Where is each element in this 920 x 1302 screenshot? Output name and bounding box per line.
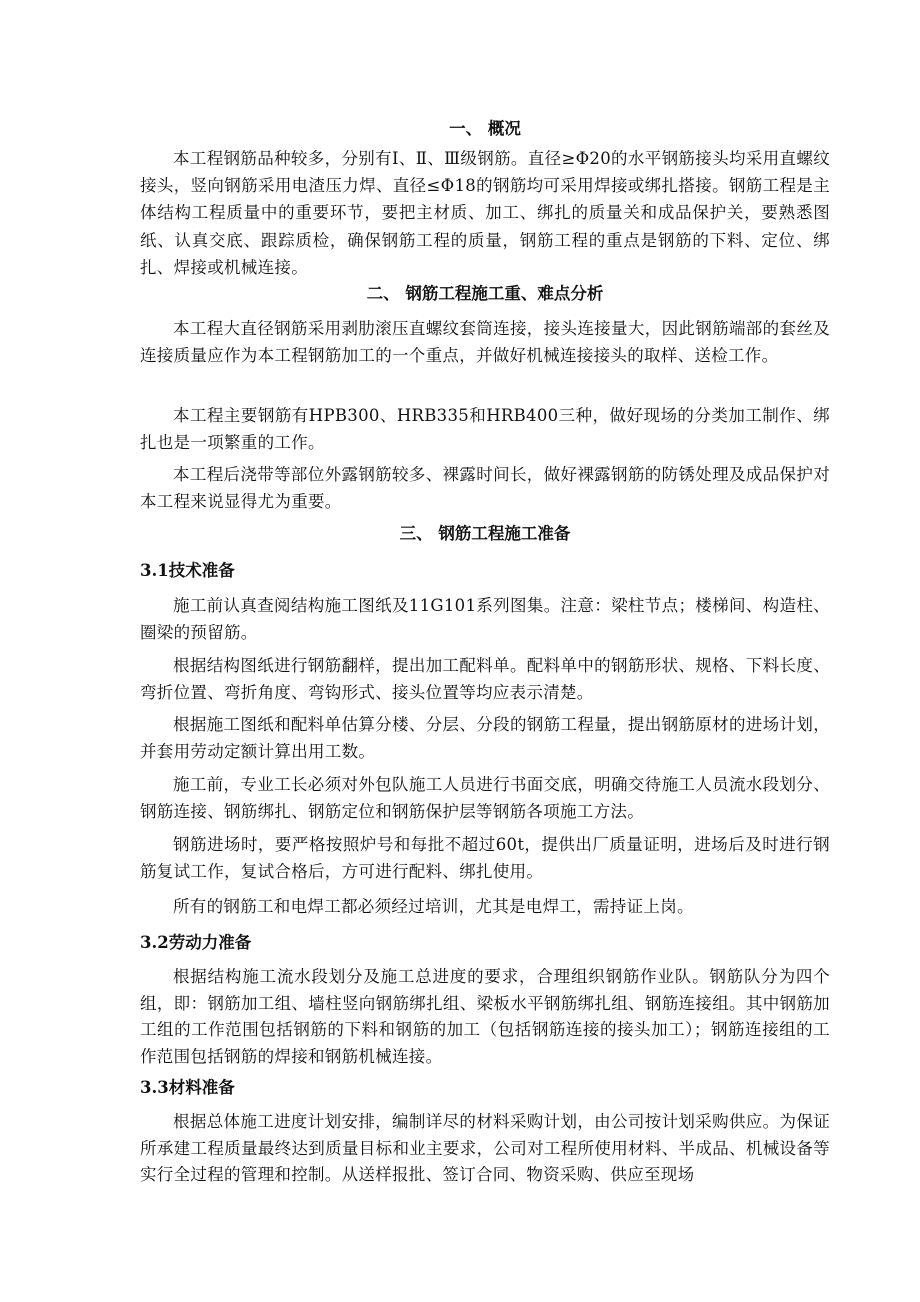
subsection-3-1-paragraph-3: 根据施工图纸和配料单估算分楼、分层、分段的钢筋工程量，提出钢筋原材的进场计划，并套用劳动定额计算出用工数。 (140, 715, 830, 761)
section-2-paragraph-2: 本工程主要钢筋有HPB300、HRB335和HRB400三种，做好现场的分类加工制作、绑扎也是一项繁重的工作。 (140, 406, 830, 452)
section-2-heading: 二、 钢筋工程施工重、难点分析 (366, 284, 604, 303)
section-1-heading: 一、 概况 (449, 119, 521, 138)
section-2-paragraph-3: 本工程后浇带等部位外露钢筋较多、裸露时间长，做好裸露钢筋的防锈处理及成品保护对本工程来说显得尤为重要。 (140, 465, 830, 511)
subsection-3-1-paragraph-4: 施工前，专业工长必须对外包队施工人员进行书面交底，明确交待施工人员流水段划分、钢筋连接、钢筋绑扎、钢筋定位和钢筋保护层等钢筋各项施工方法。 (140, 775, 830, 821)
section-1-paragraph-1: 本工程钢筋品种较多，分别有Ⅰ、Ⅱ、Ⅲ级钢筋。直径≥Φ20的水平钢筋接头均采用直螺纹接头，竖向钢筋采用电渣压力焊、直径≤Φ18的钢筋均可采用焊接或绑扎搭接。钢筋工程是主体结构工程质量中的重要环节，要把主材质、加工、绑扎的质量关和成品保护关，要熟悉图纸、认真交底、跟踪质检，确保钢筋工程的质量，钢筋工程的重点是钢筋的下料、定位、绑扎、焊接或机械连接。 (140, 149, 830, 277)
subsection-3-1-paragraph-6: 所有的钢筋工和电焊工都必须经过培训，尤其是电焊工，需持证上岗。 (173, 897, 694, 916)
subsection-3-1-heading: 3.1技术准备 (140, 561, 235, 580)
section-3-heading: 三、 钢筋工程施工准备 (399, 524, 571, 543)
subsection-3-1-paragraph-1: 施工前认真查阅结构施工图纸及11G101系列图集。注意：梁柱节点；楼梯间、构造柱、圈梁的预留筋。 (140, 596, 830, 642)
subsection-3-1-paragraph-2: 根据结构图纸进行钢筋翻样，提出加工配料单。配料单中的钢筋形状、规格、下料长度、弯折位置、弯折角度、弯钩形式、接头位置等均应表示清楚。 (140, 656, 830, 702)
subsection-3-3-heading: 3.3材料准备 (140, 1078, 235, 1097)
subsection-3-2-paragraph-1: 根据结构施工流水段划分及施工总进度的要求，合理组织钢筋作业队。钢筋队分为四个组，即：钢筋加工组、墙柱竖向钢筋绑扎组、梁板水平钢筋绑扎组、钢筋连接组。其中钢筋加工组的工作范围包括钢筋的下料和钢筋的加工（包括钢筋连接的接头加工）；钢筋连接组的工作范围包括钢筋的焊接和钢筋机械连接。 (140, 967, 830, 1066)
section-2-paragraph-1: 本工程大直径钢筋采用剥肋滚压直螺纹套筒连接，接头连接量大，因此钢筋端部的套丝及连接质量应作为本工程钢筋加工的一个重点，并做好机械连接接头的取样、送检工作。 (140, 319, 830, 365)
subsection-3-2-heading: 3.2劳动力准备 (140, 933, 252, 952)
subsection-3-1-paragraph-5: 钢筋进场时，要严格按照炉号和每批不超过60t，提供出厂质量证明，进场后及时进行钢筋复试工作，复试合格后，方可进行配料、绑扎使用。 (140, 835, 830, 881)
subsection-3-3-paragraph-1: 根据总体施工进度计划安排，编制详尽的材料采购计划，由公司按计划采购供应。为保证所承建工程质量最终达到质量目标和业主要求，公司对工程所使用材料、半成品、机械设备等实行全过程的管理和控制。从送样报批、签订合同、物资采购、供应至现场 (140, 1112, 830, 1184)
